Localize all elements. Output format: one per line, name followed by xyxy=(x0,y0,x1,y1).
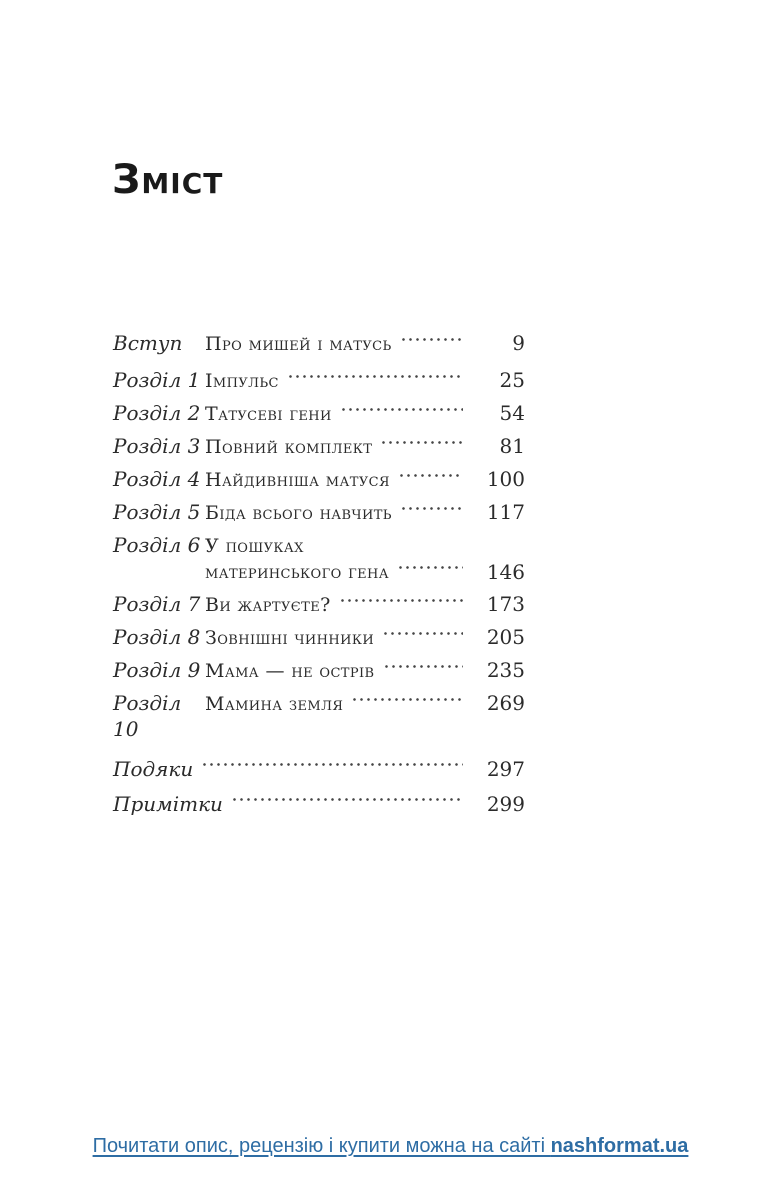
chapter-title xyxy=(205,533,469,585)
section-label: Примітки xyxy=(113,792,223,816)
chapter-title-text: Про мишей і матусь xyxy=(205,333,392,355)
section-label: Розділ 3 xyxy=(113,434,201,458)
dot-leader xyxy=(231,791,463,817)
chapter-title-text: Зовнішні чинники xyxy=(205,627,375,649)
section-label: Розділ 4 xyxy=(113,467,201,491)
page-number: 235 xyxy=(486,658,525,682)
section-label: Розділ 6 xyxy=(113,533,201,557)
chapter-title-line xyxy=(205,467,469,493)
toc-row xyxy=(113,791,525,817)
dot-leader xyxy=(201,756,463,782)
chapter-title-text: У пошуках xyxy=(205,535,304,557)
dot-leader xyxy=(382,625,463,651)
toc-row xyxy=(113,690,525,742)
section-label: Подяки xyxy=(113,757,194,781)
toc-row xyxy=(113,532,525,585)
toc-row xyxy=(113,433,525,460)
chapter-title-line xyxy=(205,368,469,394)
dot-leader xyxy=(397,559,463,585)
toc-list xyxy=(113,330,525,826)
toc-group-intro xyxy=(113,330,525,357)
chapter-title-line xyxy=(205,331,469,357)
toc-group-back xyxy=(113,756,525,817)
footer-link-bar xyxy=(0,1135,781,1158)
chapter-title-line xyxy=(205,625,469,651)
toc-row xyxy=(113,657,525,684)
chapter-title-text: Імпульс xyxy=(205,370,279,392)
page-number: 299 xyxy=(486,792,525,816)
chapter-title-line xyxy=(205,434,469,460)
section-label: Розділ 1 xyxy=(113,368,201,392)
chapter-title-line xyxy=(205,559,469,585)
store-link-text: Почитати опис, рецензію і купити можна на сайті xyxy=(92,1135,551,1157)
store-link[interactable] xyxy=(93,1135,689,1157)
toc-row xyxy=(113,330,525,357)
chapter-title xyxy=(205,625,469,651)
dot-leader xyxy=(398,467,463,493)
toc-row xyxy=(113,499,525,526)
section-label: Вступ xyxy=(113,331,183,355)
page-number: 173 xyxy=(486,592,525,616)
dot-leader xyxy=(380,434,463,460)
chapter-title xyxy=(205,434,469,460)
chapter-title xyxy=(205,691,469,717)
chapter-title xyxy=(205,331,469,357)
chapter-title-line xyxy=(205,592,469,618)
page-number: 205 xyxy=(486,625,525,649)
dot-leader xyxy=(400,331,463,357)
section-label: Розділ 2 xyxy=(113,401,201,425)
toc-row xyxy=(113,624,525,651)
section-label: Розділ 9 xyxy=(113,658,201,682)
page-number: 117 xyxy=(486,500,525,524)
toc-row xyxy=(113,400,525,427)
chapter-title-text: Ви жартуєте? xyxy=(205,594,331,616)
toc-group-chapters xyxy=(113,367,525,742)
page-number: 54 xyxy=(499,401,525,425)
chapter-title xyxy=(205,592,469,618)
page-number: 81 xyxy=(499,434,525,458)
chapter-title-text: Татусеві гени xyxy=(205,403,332,425)
chapter-title-line xyxy=(205,658,469,684)
chapter-title-text: Біда всього навчить xyxy=(205,502,392,524)
chapter-title-text: Повний комплект xyxy=(205,436,373,458)
section-label: Розділ 7 xyxy=(113,592,201,616)
chapter-title-line xyxy=(205,533,469,559)
toc-row xyxy=(113,756,525,782)
chapter-title xyxy=(205,401,469,427)
chapter-title xyxy=(205,467,469,493)
chapter-title xyxy=(205,500,469,526)
chapter-title-text: Мамина земля xyxy=(205,693,344,715)
chapter-title-line xyxy=(205,401,469,427)
chapter-title xyxy=(205,368,469,394)
chapter-title xyxy=(205,658,469,684)
page-number: 25 xyxy=(499,368,525,392)
dot-leader xyxy=(339,592,463,618)
page-number: 100 xyxy=(486,467,525,491)
page-number: 146 xyxy=(486,560,525,584)
dot-leader xyxy=(287,368,463,394)
chapter-title-text: Найдивніша матуся xyxy=(205,469,390,491)
section-label: Розділ 8 xyxy=(113,625,201,649)
section-label: Розділ 5 xyxy=(113,500,201,524)
dot-leader xyxy=(351,691,463,717)
chapter-title-text: Мама — не острів xyxy=(205,660,375,682)
page-number: 9 xyxy=(512,331,525,355)
store-link-domain: nashformat.ua xyxy=(550,1135,689,1157)
page-title: Зміст xyxy=(112,157,224,203)
section-label: Розділ 10 xyxy=(113,691,182,741)
toc-row xyxy=(113,591,525,618)
dot-leader xyxy=(383,658,463,684)
page-number: 297 xyxy=(486,757,525,781)
chapter-title-line xyxy=(205,691,469,717)
dot-leader xyxy=(400,500,463,526)
chapter-title-text: материнського гена xyxy=(205,561,389,583)
toc-row xyxy=(113,367,525,394)
chapter-title-line xyxy=(205,500,469,526)
page-number: 269 xyxy=(486,691,525,715)
dot-leader xyxy=(340,401,463,427)
toc-row xyxy=(113,466,525,493)
